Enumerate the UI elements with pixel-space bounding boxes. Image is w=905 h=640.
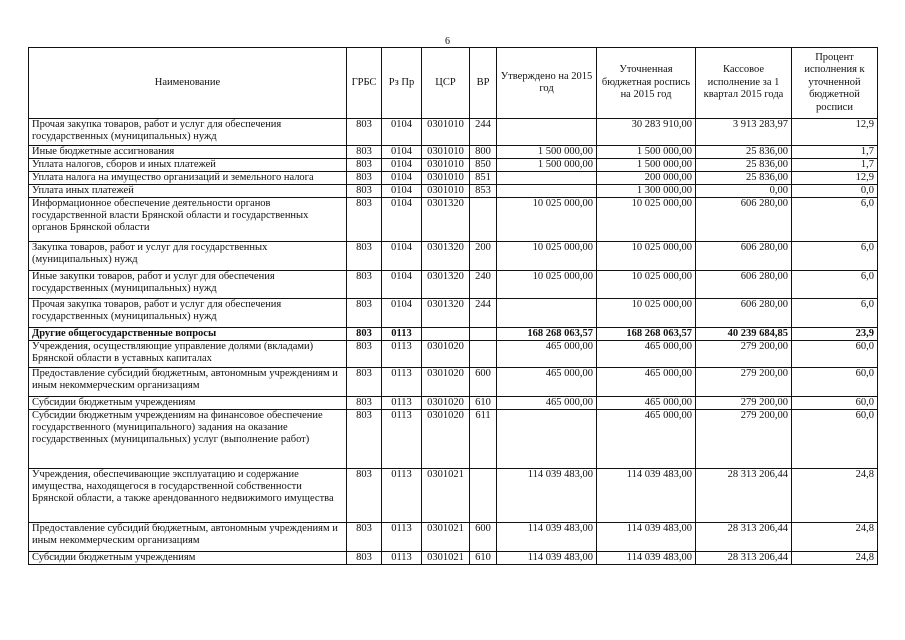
col-header-grbs: ГРБС	[347, 48, 382, 119]
cell-approved	[497, 172, 597, 185]
cell-refined: 1 500 000,00	[597, 159, 696, 172]
cell-csr: 0301010	[422, 172, 470, 185]
col-header-percent: Процент исполнения к уточненной бюджетной росписи	[792, 48, 878, 119]
cell-executed: 25 836,00	[696, 146, 792, 159]
cell-refined: 114 039 483,00	[597, 469, 696, 523]
cell-percent: 60,0	[792, 368, 878, 397]
cell-vr: 244	[470, 119, 497, 146]
cell-approved: 168 268 063,57	[497, 328, 597, 341]
cell-percent: 6,0	[792, 242, 878, 271]
table-row	[29, 552, 878, 565]
cell-percent: 1,7	[792, 146, 878, 159]
cell-csr: 0301320	[422, 242, 470, 271]
cell-grbs: 803	[347, 159, 382, 172]
cell-name: Уплата налога на имущество организаций и земельного налога	[29, 172, 347, 185]
cell-percent: 24,8	[792, 552, 878, 565]
cell-percent: 6,0	[792, 271, 878, 299]
cell-percent: 23,9	[792, 328, 878, 341]
cell-rzpr: 0113	[382, 469, 422, 523]
cell-grbs: 803	[347, 410, 382, 469]
cell-refined: 168 268 063,57	[597, 328, 696, 341]
cell-executed: 279 200,00	[696, 397, 792, 410]
cell-approved: 465 000,00	[497, 341, 597, 368]
col-header-csr: ЦСР	[422, 48, 470, 119]
cell-grbs: 803	[347, 299, 382, 328]
cell-percent: 6,0	[792, 198, 878, 242]
cell-vr: 244	[470, 299, 497, 328]
cell-csr: 0301020	[422, 368, 470, 397]
col-header-executed: Кассовое исполнение за 1 квартал 2015 года	[696, 48, 792, 119]
cell-name: Учреждения, обеспечивающие эксплуатацию и содержание имущества, находящегося в государственной собственности Брянской области, а также арендованного недвижимого имущества	[29, 469, 347, 523]
table-row	[29, 368, 878, 397]
cell-vr: 853	[470, 185, 497, 198]
table-row	[29, 328, 878, 341]
cell-name: Учреждения, осуществляющие управление долями (вкладами) Брянской области в уставных капиталах	[29, 341, 347, 368]
cell-rzpr: 0113	[382, 368, 422, 397]
cell-grbs: 803	[347, 146, 382, 159]
cell-approved: 465 000,00	[497, 397, 597, 410]
cell-percent: 0,0	[792, 185, 878, 198]
cell-executed: 28 313 206,44	[696, 523, 792, 552]
cell-refined: 10 025 000,00	[597, 299, 696, 328]
table-header-row	[29, 48, 878, 119]
cell-executed: 606 280,00	[696, 242, 792, 271]
cell-csr: 0301010	[422, 146, 470, 159]
cell-rzpr: 0104	[382, 146, 422, 159]
cell-vr: 850	[470, 159, 497, 172]
cell-approved	[497, 299, 597, 328]
cell-vr: 611	[470, 410, 497, 469]
cell-csr: 0301021	[422, 552, 470, 565]
cell-name: Уплата налогов, сборов и иных платежей	[29, 159, 347, 172]
cell-grbs: 803	[347, 341, 382, 368]
cell-csr: 0301021	[422, 469, 470, 523]
table-row	[29, 299, 878, 328]
table-row	[29, 146, 878, 159]
cell-name: Субсидии бюджетным учреждениям	[29, 397, 347, 410]
cell-grbs: 803	[347, 119, 382, 146]
cell-rzpr: 0113	[382, 552, 422, 565]
cell-name: Информационное обеспечение деятельности органов государственной власти Брянской области и государственных органов Брянской области	[29, 198, 347, 242]
cell-refined: 114 039 483,00	[597, 552, 696, 565]
cell-name: Предоставление субсидий бюджетным, автономным учреждениям и иным некоммерческим организациям	[29, 368, 347, 397]
cell-rzpr: 0104	[382, 271, 422, 299]
cell-grbs: 803	[347, 523, 382, 552]
cell-percent: 60,0	[792, 397, 878, 410]
table-row	[29, 469, 878, 523]
cell-grbs: 803	[347, 397, 382, 410]
cell-refined: 30 283 910,00	[597, 119, 696, 146]
cell-approved: 114 039 483,00	[497, 523, 597, 552]
cell-refined: 10 025 000,00	[597, 242, 696, 271]
cell-rzpr: 0104	[382, 299, 422, 328]
cell-name: Прочая закупка товаров, работ и услуг для обеспечения государственных (муниципальных) нужд	[29, 119, 347, 146]
table-row	[29, 341, 878, 368]
cell-vr: 851	[470, 172, 497, 185]
cell-csr: 0301020	[422, 397, 470, 410]
cell-vr: 240	[470, 271, 497, 299]
table-row	[29, 119, 878, 146]
cell-grbs: 803	[347, 271, 382, 299]
cell-csr	[422, 328, 470, 341]
cell-rzpr: 0104	[382, 198, 422, 242]
cell-grbs: 803	[347, 552, 382, 565]
cell-refined: 465 000,00	[597, 397, 696, 410]
cell-refined: 1 300 000,00	[597, 185, 696, 198]
cell-vr: 800	[470, 146, 497, 159]
cell-approved: 1 500 000,00	[497, 146, 597, 159]
cell-executed: 25 836,00	[696, 172, 792, 185]
cell-vr: 200	[470, 242, 497, 271]
cell-csr: 0301010	[422, 185, 470, 198]
table-row	[29, 185, 878, 198]
cell-name: Субсидии бюджетным учреждениям	[29, 552, 347, 565]
cell-approved: 1 500 000,00	[497, 159, 597, 172]
table-row	[29, 198, 878, 242]
col-header-approved: Утверждено на 2015 год	[497, 48, 597, 119]
cell-executed: 606 280,00	[696, 299, 792, 328]
cell-name: Иные закупки товаров, работ и услуг для обеспечения государственных (муниципальных) нужд	[29, 271, 347, 299]
cell-grbs: 803	[347, 368, 382, 397]
table-row	[29, 159, 878, 172]
cell-name: Предоставление субсидий бюджетным, автономным учреждениям и иным некоммерческим организациям	[29, 523, 347, 552]
cell-approved	[497, 410, 597, 469]
cell-executed: 279 200,00	[696, 410, 792, 469]
cell-csr: 0301010	[422, 119, 470, 146]
cell-rzpr: 0113	[382, 523, 422, 552]
table-row	[29, 271, 878, 299]
cell-grbs: 803	[347, 328, 382, 341]
cell-refined: 465 000,00	[597, 410, 696, 469]
cell-approved: 114 039 483,00	[497, 552, 597, 565]
cell-grbs: 803	[347, 172, 382, 185]
cell-rzpr: 0104	[382, 159, 422, 172]
cell-rzpr: 0113	[382, 328, 422, 341]
cell-name: Уплата иных платежей	[29, 185, 347, 198]
cell-name: Прочая закупка товаров, работ и услуг для обеспечения государственных (муниципальных) нужд	[29, 299, 347, 328]
cell-rzpr: 0104	[382, 185, 422, 198]
cell-name: Закупка товаров, работ и услуг для государственных (муниципальных) нужд	[29, 242, 347, 271]
table-row	[29, 410, 878, 469]
cell-percent: 6,0	[792, 299, 878, 328]
cell-rzpr: 0113	[382, 397, 422, 410]
col-header-name: Наименование	[29, 48, 347, 119]
cell-grbs: 803	[347, 198, 382, 242]
table-row	[29, 397, 878, 410]
cell-rzpr: 0104	[382, 242, 422, 271]
cell-csr: 0301010	[422, 159, 470, 172]
cell-vr: 610	[470, 552, 497, 565]
cell-executed: 40 239 684,85	[696, 328, 792, 341]
cell-refined: 1 500 000,00	[597, 146, 696, 159]
cell-vr	[470, 328, 497, 341]
cell-grbs: 803	[347, 469, 382, 523]
cell-refined: 465 000,00	[597, 341, 696, 368]
cell-executed: 606 280,00	[696, 271, 792, 299]
budget-table	[28, 47, 878, 565]
table-row	[29, 172, 878, 185]
cell-executed: 0,00	[696, 185, 792, 198]
cell-approved: 465 000,00	[497, 368, 597, 397]
cell-executed: 25 836,00	[696, 159, 792, 172]
cell-executed: 28 313 206,44	[696, 552, 792, 565]
cell-csr: 0301320	[422, 271, 470, 299]
cell-rzpr: 0113	[382, 341, 422, 368]
cell-csr: 0301020	[422, 341, 470, 368]
cell-refined: 200 000,00	[597, 172, 696, 185]
table-row	[29, 242, 878, 271]
cell-vr: 610	[470, 397, 497, 410]
cell-refined: 10 025 000,00	[597, 271, 696, 299]
cell-vr	[470, 341, 497, 368]
cell-approved: 114 039 483,00	[497, 469, 597, 523]
cell-approved	[497, 185, 597, 198]
cell-name: Другие общегосударственные вопросы	[29, 328, 347, 341]
col-header-refined: Уточненная бюджетная роспись на 2015 год	[597, 48, 696, 119]
cell-rzpr: 0104	[382, 172, 422, 185]
cell-csr: 0301320	[422, 299, 470, 328]
cell-rzpr: 0104	[382, 119, 422, 146]
cell-approved	[497, 119, 597, 146]
table-row	[29, 523, 878, 552]
cell-name: Субсидии бюджетным учреждениям на финансовое обеспечение государственного (муниципального) задания на оказание государственных (муниципальных) услуг (выполнение работ)	[29, 410, 347, 469]
cell-csr: 0301021	[422, 523, 470, 552]
cell-approved: 10 025 000,00	[497, 271, 597, 299]
cell-percent: 60,0	[792, 410, 878, 469]
cell-executed: 3 913 283,97	[696, 119, 792, 146]
cell-executed: 279 200,00	[696, 368, 792, 397]
cell-approved: 10 025 000,00	[497, 198, 597, 242]
cell-executed: 279 200,00	[696, 341, 792, 368]
cell-grbs: 803	[347, 242, 382, 271]
cell-csr: 0301020	[422, 410, 470, 469]
cell-rzpr: 0113	[382, 410, 422, 469]
cell-vr: 600	[470, 368, 497, 397]
cell-refined: 10 025 000,00	[597, 198, 696, 242]
cell-name: Иные бюджетные ассигнования	[29, 146, 347, 159]
cell-approved: 10 025 000,00	[497, 242, 597, 271]
cell-percent: 12,9	[792, 172, 878, 185]
cell-vr	[470, 469, 497, 523]
cell-percent: 1,7	[792, 159, 878, 172]
cell-refined: 465 000,00	[597, 368, 696, 397]
page-number: 6	[445, 36, 450, 47]
cell-percent: 60,0	[792, 341, 878, 368]
cell-executed: 606 280,00	[696, 198, 792, 242]
cell-percent: 12,9	[792, 119, 878, 146]
col-header-rzpr: Рз Пр	[382, 48, 422, 119]
cell-vr	[470, 198, 497, 242]
cell-refined: 114 039 483,00	[597, 523, 696, 552]
cell-percent: 24,8	[792, 469, 878, 523]
col-header-vr: ВР	[470, 48, 497, 119]
cell-executed: 28 313 206,44	[696, 469, 792, 523]
cell-grbs: 803	[347, 185, 382, 198]
cell-vr: 600	[470, 523, 497, 552]
cell-percent: 24,8	[792, 523, 878, 552]
cell-csr: 0301320	[422, 198, 470, 242]
